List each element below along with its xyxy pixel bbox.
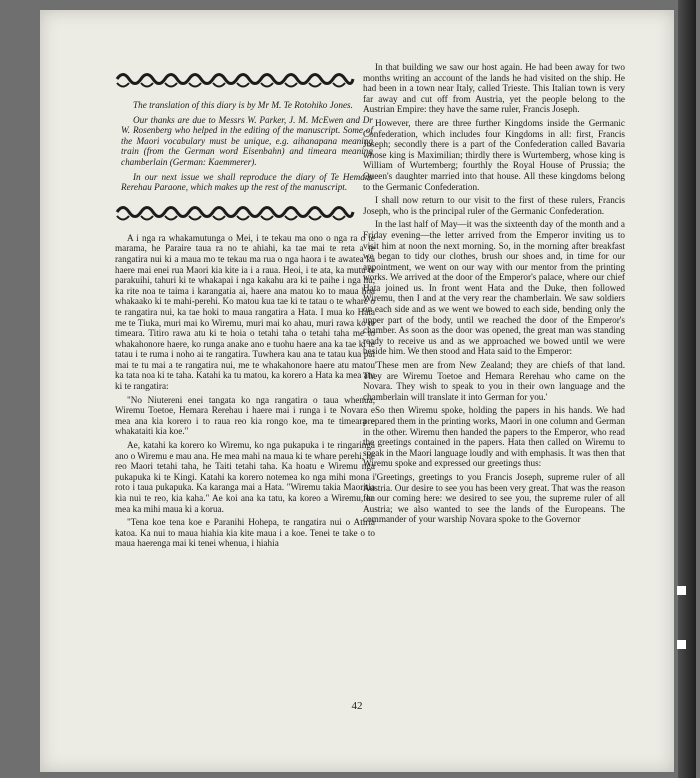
document-page bbox=[40, 10, 674, 772]
left-column bbox=[115, 60, 375, 552]
maori-paragraph: "Tena koe tena koe e Paranihi Hohepa, te rangatira nui o Atiria katoa. Ka nui to maua hiahia kia kite maua i a koe. Tenei te take o to maua haerenga mai ki tenei whenua, i hiahia bbox=[115, 517, 375, 549]
intro-paragraph: Our thanks are due to Messrs W. Parker, J. M. McEwen and Dr W. Rosenberg who helped in the editing of the manuscript. Some of the Maori vocabulary must be unique, e.g. aihanapana meaning train (from the German word Eisenbahn) and timeara meaning chamberlain (German: Kaemmerer). bbox=[121, 114, 373, 167]
binder-edge bbox=[678, 0, 696, 778]
maori-paragraph: A i nga ra whakamutunga o Mei, i te tekau ma ono o nga ra o te marama, he Paraire taua ra no te ahiahi, ka tae mai te reta a te rangatira nui ki a maua mo te tekau ma rua o nga haora i te awatea ka haere mai enei rua Maori kia kite ia i a raua. Heoi, i te ata, ka mutu te parakuihi, tahuri ki te whakapai i nga kakahu ara ki te paihe i nga hu, ka rite noa te taima i karangatia ai, haere ana matou ko to maua hoa whakaako ki te mahi-perehi. Ko matou kua tae ki te tatau o te whare o te rangatira nui, ka tae hoki to maua rangatira a Hata. I mua ko Hata me te Tiuka, muri mai ko Wiremu, muri mai ko ahau, muri rawa ko te timeara. Titiro rawa atu ki te hoia o tetahi taha o tetahi taha me to whakahonore haere, ko runga anake ano e tuohu haere ana ka tae ki te tatau i te ruma i noho ai te rangatira. Tuwhera kau ana te tatau kua pai mai te tu mai a te rangatira nui, me te whakahonore haere atu matou ka tata noa ki te taha. Katahi ka tu matou, ka korero a Hata ka mea atu ki te rangatira: bbox=[115, 232, 375, 392]
maori-paragraph: Ae, katahi ka korero ko Wiremu, ko nga pukapuka i te ringaringa ano o Wiremu e mau ana. He mea mahi na maua ki te whare perehi, he reo Maori tetahi taha, he Taiti tetahi taha. Ka hoatu e Wiremu nga pukapuka ki te Kingi. Katahi ka korero notemea ko nga mihi mona i roto i taua pukapuka. Ka karanga mai a Hata. "Wiremu takia Maoritia kia nui te reo, kia kaha." Ae koi ana ka tatu, ka koreo a Wiremu, ka mea ka mihi maua ki a korua. bbox=[115, 440, 375, 514]
maori-paragraph: "No Niutereni enei tangata ko nga rangatira o taua whenua, Wiremu Toetoe, Hemara Rerehau i haere mai i runga i te Novara e mea ana kia korero i to raua reo kia rongo koe, ma te timeara e whakataiti kia koe." bbox=[115, 394, 375, 437]
english-paragraph: However, there are three further Kingdoms inside the Germanic Confederation, which includes four Kingdoms in all: first, Francis Joseph; secondly there is a part of the Confederation called Bavaria whose king is Maximilian; thirdly there is Wurtemberg, whose king is William of Wurtemberg; fourthly the Royal House of Prussia; the Queen's daughter married into that house. All these kingdoms belong to the Germanic Confederation. bbox=[363, 117, 625, 192]
english-paragraph: 'Greetings, greetings to you Francis Joseph, supreme ruler of all Austria. Our desire to see you has been very great. That was the reason for our coming here: we desired to see you, the supreme ruler of all Austria; we also wanted to see the lands of the Europeans. The commander of your warship Novara spoke to the Governor bbox=[363, 471, 625, 525]
english-paragraph: 'These men are from New Zealand; they are chiefs of that land. They are Wiremu Toetoe and Hemara Rerehau who came on the Novara. They wish to speak to you in their own language and the chamberlain will translate it into German for you.' bbox=[363, 360, 625, 402]
english-paragraph: I shall now return to our visit to the first of these rulers, Francis Joseph, who is the principal ruler of the Germanic Confederation. bbox=[363, 195, 625, 216]
english-paragraph: In the last half of May—it was the sixteenth day of the month and a Friday evening—the letter arrived from the Emperor inviting us to visit him at noon the next morning. So, in the morning after breakfast we began to tidy our clothes, brush our shoes and, in time for our appointment, we went on our way with our mentor from the printing works. We arrived at the door of the Emperor's palace, where our chief Hata joined us. In front went Hata and the Duke, then followed Wiremu, then I and at the very rear the chamberlain. We saw soldiers on each side and as we went we bowed to each side, bending only the upper part of the body, until we reached the door of the Emperor's chamber. As soon as the door was opened, the great man was standing ready to receive us and as we approached we bowed until we were beside him. We then stood and Hata said to the Emperor: bbox=[363, 219, 625, 357]
ornament-divider-bottom bbox=[115, 201, 355, 223]
ornament-divider-top bbox=[115, 68, 355, 90]
page-number: 42 bbox=[351, 700, 363, 712]
english-paragraph: So then Wiremu spoke, holding the papers in his hands. We had prepared them in the printing works, Maori in one column and German in the other. Wiremu then handed the papers to the Emperor, who read the greetings contained in the papers. Hata then called on Wiremu to speak in the Maori language loudly and with emphasis. It was then that Wiremu spoke and expressed our greetings thus: bbox=[363, 405, 625, 469]
translation-note bbox=[115, 100, 375, 193]
english-paragraph: In that building we saw our host again. He had been away for two months writing an account of the lands he had visited on the ship. He had been in a town near Italy, called Trieste. This Italian town is very far away and cut off from Austria, yet the people belong to the Austrian Empire: they have the same ruler, Francis Joseph. bbox=[363, 62, 625, 115]
intro-paragraph: In our next issue we shall reproduce the diary of Te Hemara Rerehau Paraone, which makes up the rest of the manuscript. bbox=[121, 171, 373, 193]
intro-paragraph: The translation of this diary is by Mr M. Te Rotohiko Jones. bbox=[133, 100, 353, 110]
binder-tab-mark bbox=[677, 640, 686, 649]
right-column bbox=[363, 62, 625, 528]
binder-tab-mark bbox=[677, 586, 686, 595]
